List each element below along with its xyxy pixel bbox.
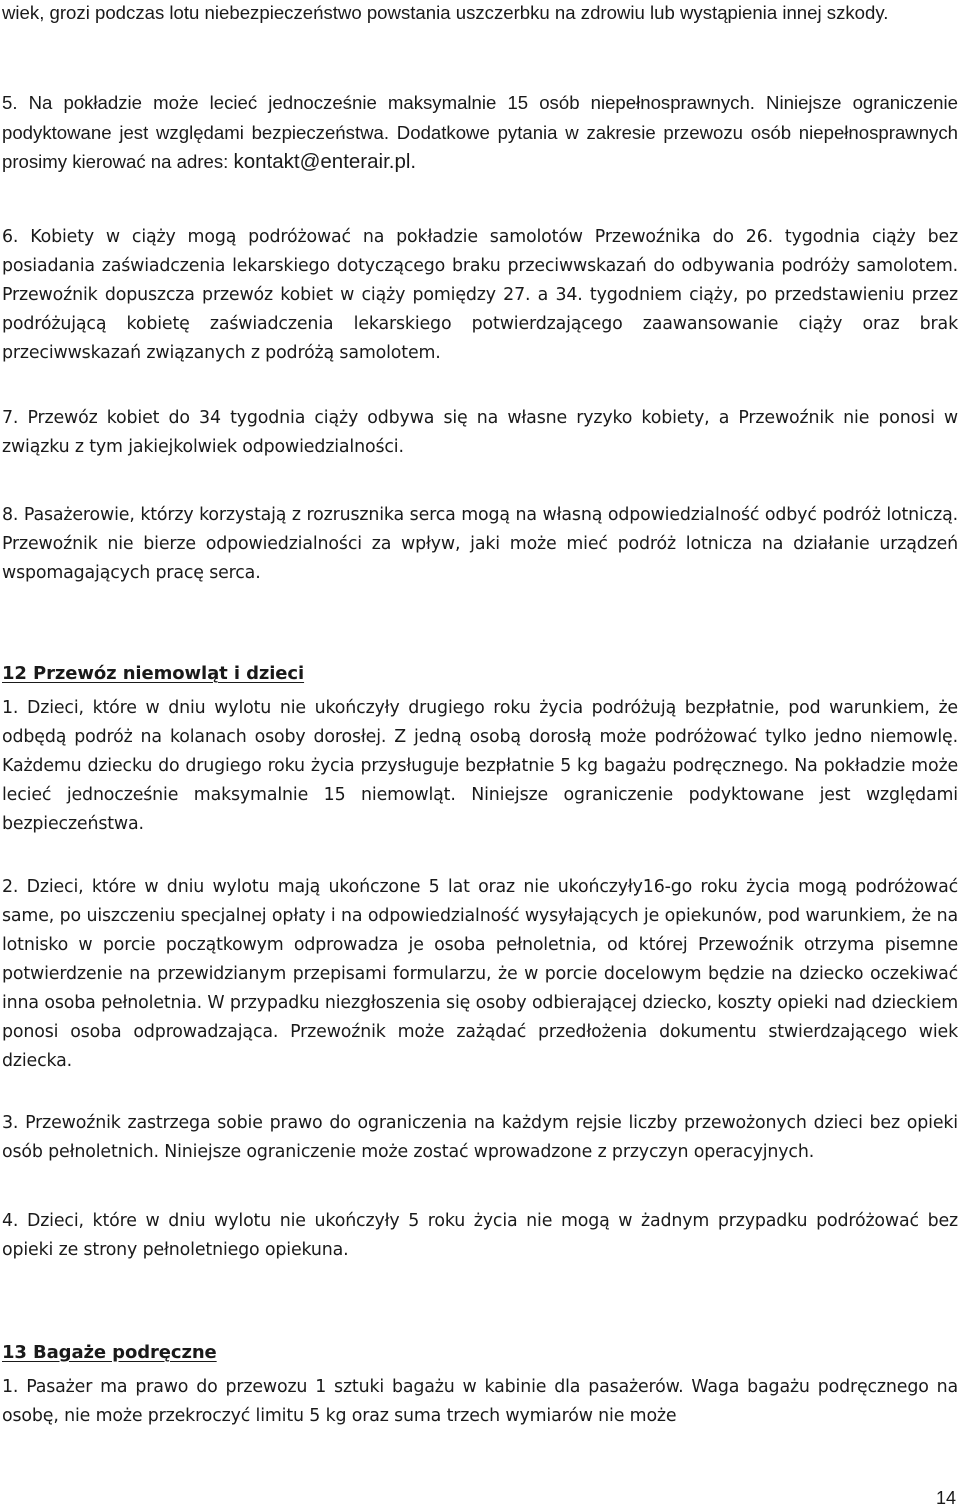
section-12-paragraph-4: 4. Dzieci, które w dniu wylotu nie ukończyły 5 roku życia nie mogą w żadnym przypadku podróżować bez opieki ze strony pełnoletniego opiekuna. (2, 1211, 958, 1260)
section-12-paragraph-3: 3. Przewoźnik zastrzega sobie prawo do ograniczenia na każdym rejsie liczby przewożonych dzieci bez opieki osób pełnoletnich. Niniejsze ograniczenie może zostać wprowadzone z przyczyn operacyjnych. (2, 1113, 958, 1162)
section-12-paragraph-1: 1. Dzieci, które w dniu wylotu nie ukończyły drugiego roku życia podróżują bezpłatnie, pod warunkiem, że odbędą podróż na kolanach osoby dorosłej. Z jedną osobą dorosłą może podróżować tylko jedno niemowlę. Każdemu dziecku do drugiego roku życia przysługuje bezpłatnie 5 kg bagażu podręcznego. Na pokładzie może lecieć jednocześnie maksymalnie 15 niemowląt. Niniejsze ograniczenie podyktowane jest względami bezpieczeństwa. (2, 698, 958, 834)
paragraph-6: 6. Kobiety w ciąży mogą podróżować na pokładzie samolotów Przewoźnika do 26. tygodnia ciąży bez posiadania zaświadczenia lekarskiego dotyczącego braku przeciwwskazań do odbywania podróży samolotem. Przewoźnik dopuszcza przewóz kobiet w ciąży pomiędzy 27. a 34. tygodniem ciąży, po przedstawieniu przez podróżującą kobietę zaświadczenia lekarskiego potwierdzającego zaawansowanie ciąży oraz brak przeciwwskazań związanych z podróżą samolotem. (2, 227, 958, 363)
paragraph-5-text: 5. Na pokładzie może lecieć jednocześnie maksymalnie 15 osób niepełnosprawnych. Niniejsze ograniczenie podyktowane jest względami bezpieczeństwa. Dodatkowe pytania w zakresie przewozu osób niepełnosprawnych prosimy kierować na adres: (2, 92, 958, 172)
paragraph-8: 8. Pasażerowie, którzy korzystają z rozrusznika serca mogą na własną odpowiedzialność odbyć podróż lotniczą. Przewoźnik nie bierze odpowiedzialności za wpływ, jaki może mieć podróż lotnicza na działanie urządzeń wspomagających pracę serca. (2, 505, 958, 583)
contact-email: kontakt@enterair.pl. (233, 150, 417, 173)
page-number: 14 (935, 1488, 956, 1508)
section-12-heading: 12 Przewóz niemowląt i dzieci (2, 663, 305, 684)
section-12-paragraph-2: 2. Dzieci, które w dniu wylotu mają ukończone 5 lat oraz nie ukończyły16-go roku życia mogą podróżować same, po uiszczeniu specjalnej opłaty i na odpowiedzialność wysyłających je opiekunów, pod warunkiem, że na lotnisko w porcie początkowym odprowadza je osoba pełnoletnia, od której Przewoźnik otrzyma pisemne potwierdzenie na przewidzianym przepisami formularzu, że w porcie docelowym będzie na dziecko oczekiwać inna osoba pełnoletnia. W przypadku niezgłoszenia się osoby odbierającej dziecko, koszty opieki nad dzieckiem ponosi osoba odprowadzająca. Przewoźnik może zażądać przedłożenia dokumentu stwierdzającego wiek dziecka. (2, 877, 958, 1071)
paragraph-intro: wiek, grozi podczas lotu niebezpieczeństwo powstania uszczerbku na zdrowiu lub wystąpienia innej szkody. (2, 2, 889, 23)
section-13-heading: 13 Bagaże podręczne (2, 1342, 217, 1363)
section-13-paragraph-1: 1. Pasażer ma prawo do przewozu 1 sztuki bagażu w kabinie dla pasażerów. Waga bagażu podręcznego na osobę, nie może przekroczyć limitu 5 kg oraz suma trzech wymiarów nie może (2, 1377, 958, 1426)
paragraph-5 (2, 88, 958, 177)
paragraph-7: 7. Przewóz kobiet do 34 tygodnia ciąży odbywa się na własne ryzyko kobiety, a Przewoźnik nie ponosi w związku z tym jakiejkolwiek odpowiedzialności. (2, 408, 958, 457)
